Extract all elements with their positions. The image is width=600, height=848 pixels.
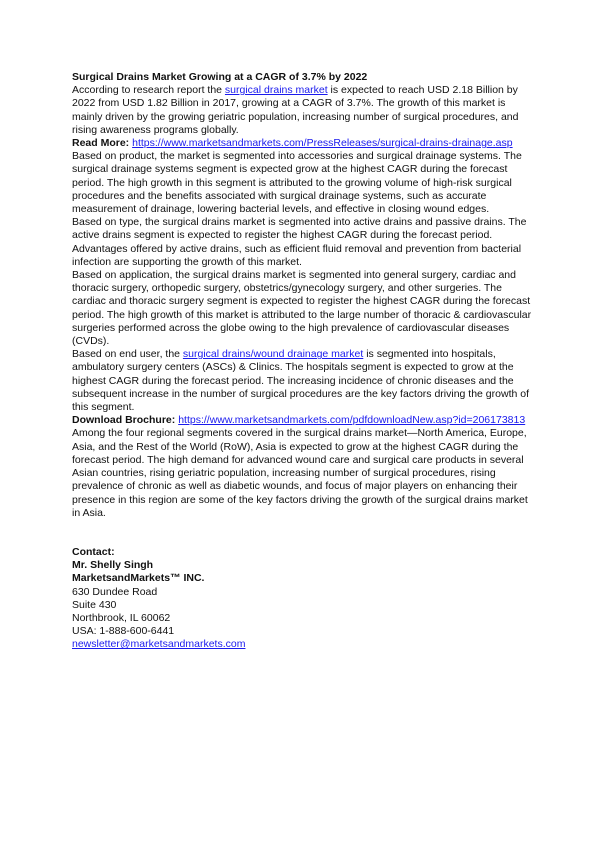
end-user-text-after: is segmented into hospitals, ambulatory surgery centers (ASCs) & Clinics. The hospitals segment is expected to grow at the highest CAGR during the forecast period. The increasing incidence of chronic diseases and the subsequent increase in the number of surgical procedures are the key factors driving the growth of this segment. bbox=[72, 348, 530, 414]
contact-city: Northbrook, IL 60062 bbox=[72, 611, 171, 624]
read-more-line bbox=[72, 137, 532, 150]
document-body bbox=[72, 71, 532, 652]
contact-address-line2: Suite 430 bbox=[72, 598, 117, 611]
download-brochure-link[interactable]: https://www.marketsandmarkets.com/pdfdownloadNew.asp?id=206173813 bbox=[178, 414, 526, 427]
read-more-link[interactable]: https://www.marketsandmarkets.com/PressReleases/surgical-drains-drainage.asp bbox=[132, 137, 513, 150]
contact-heading: Contact: bbox=[72, 545, 115, 558]
end-user-text-before: Based on end user, the bbox=[72, 348, 183, 361]
wound-drainage-market-link[interactable]: surgical drains/wound drainage market bbox=[182, 348, 364, 361]
contact-company: MarketsandMarkets™ INC. bbox=[72, 572, 205, 585]
read-more-label: Read More: bbox=[72, 137, 130, 150]
surgical-drains-market-link[interactable]: surgical drains market bbox=[224, 84, 328, 97]
download-brochure-line bbox=[72, 414, 532, 427]
contact-name: Mr. Shelly Singh bbox=[72, 559, 154, 572]
intro-paragraph bbox=[72, 84, 532, 137]
contact-address-line1: 630 Dundee Road bbox=[72, 585, 158, 598]
contact-phone: USA: 1-888-600-6441 bbox=[72, 625, 175, 638]
download-brochure-label: Download Brochure: bbox=[72, 414, 176, 427]
application-paragraph: Based on application, the surgical drains market is segmented into general surgery, cardiac and thoracic surgery, orthopedic surgery, obstetrics/gynecology surgery, and other surgeries. The cardiac and thoracic surgery segment is expected to register the highest CAGR during the forecast period. The high growth of this market is attributed to the large number of thoracic & cardiovascular surgeries performed across the globe owing to the high prevalence of cardiovascular diseases (CVDs). bbox=[72, 269, 532, 348]
intro-text-before: According to research report the bbox=[72, 84, 225, 97]
type-paragraph: Based on type, the surgical drains market is segmented into active drains and passive drains. The active drains segment is expected to register the highest CAGR during the forecast period. Advantages offered by active drains, such as efficient fluid removal and prevention from bacterial infection are supporting the growth of this market. bbox=[72, 216, 527, 268]
product-paragraph: Based on product, the market is segmented into accessories and surgical drainage systems. The surgical drainage systems segment is expected grow at the highest CAGR during the forecast period. The high growth in this segment is attributed to the growing volume of high-risk surgical procedures and the benefits associated with surgical drainage systems, such as accurate measurement of drainage, lowering bacterial levels, and effective in closing wound edges. bbox=[72, 150, 522, 216]
end-user-paragraph bbox=[72, 348, 532, 414]
contact-block bbox=[72, 546, 532, 652]
regional-paragraph: Among the four regional segments covered in the surgical drains market—North America, Europe, Asia, and the Rest of the World (RoW), Asia is expected to grow at the highest CAGR during the forecast period. The high demand for advanced wound care and surgical care products in several Asian countries, rising geriatric population, increasing number of surgical procedures, rising prevalence of chronic as well as diabetic wounds, and focus of major players on enhancing their presence in this region are some of the key factors driving the growth of the surgical drains market in Asia. bbox=[72, 427, 528, 519]
page-title: Surgical Drains Market Growing at a CAGR of 3.7% by 2022 bbox=[72, 71, 368, 83]
intro-text-after: is expected to reach USD 2.18 Billion by 2022 from USD 1.82 Billion in 2017, growing at a CAGR of 3.7%. The growth of this market is mainly driven by the growing geriatric population, increasing number of surgical procedures, and rising awareness programs globally. bbox=[72, 84, 519, 136]
contact-email-link[interactable]: newsletter@marketsandmarkets.com bbox=[72, 638, 246, 651]
